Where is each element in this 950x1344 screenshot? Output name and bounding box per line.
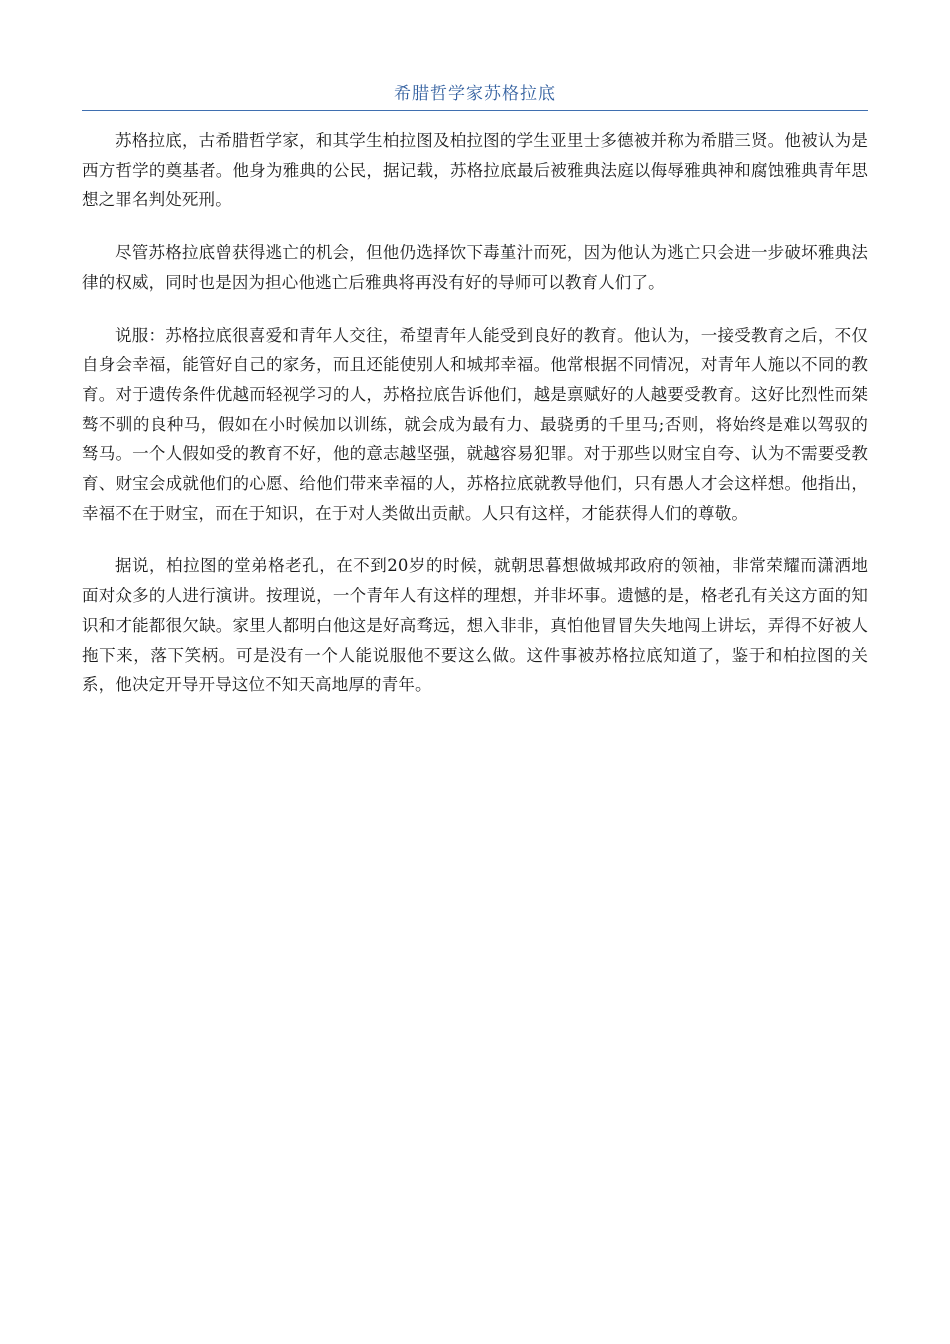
paragraph-3: 说服：苏格拉底很喜爱和青年人交往，希望青年人能受到良好的教育。他认为，一接受教育之后，不仅自身会幸福，能管好自己的家务，而且还能使别人和城邦幸福。他常根据不同情况，对青年人施以不同的教育。对于遗传条件优越而轻视学习的人，苏格拉底告诉他们，越是禀赋好的人越要受教育。这好比烈性而桀骜不驯的良种马，假如在小时候加以训练，就会成为最有力、最骁勇的千里马;否则，将始终是难以驾驭的驽马。一个人假如受的教育不好，他的意志越坚强，就越容易犯罪。对于那些以财宝自夸、认为不需要受教育、财宝会成就他们的心愿、给他们带来幸福的人，苏格拉底就教导他们，只有愚人才会这样想。他指出，幸福不在于财宝，而在于知识，在于对人类做出贡献。人只有这样，才能获得人们的尊敬。	[82, 325, 868, 523]
page-header	[82, 80, 868, 111]
paragraph-2: 尽管苏格拉底曾获得逃亡的机会，但他仍选择饮下毒堇汁而死，因为他认为逃亡只会进一步破坏雅典法律的权威，同时也是因为担心他逃亡后雅典将再没有好的导师可以教育人们了。	[82, 243, 868, 292]
paragraph-4: 据说，柏拉图的堂弟格老孔，在不到20岁的时候，就朝思暮想做城邦政府的领袖，非常荣耀而潇洒地面对众多的人进行演讲。按理说，一个青年人有这样的理想，并非坏事。遗憾的是，格老孔有关这方面的知识和才能都很欠缺。家里人都明白他这是好高骛远，想入非非，真怕他冒冒失失地闯上讲坛，弄得不好被人拖下来，落下笑柄。可是没有一个人能说服他不要这么做。这件事被苏格拉底知道了，鉴于和柏拉图的关系，他决定开导开导这位不知天高地厚的青年。	[82, 556, 868, 695]
paragraph-1: 苏格拉底，古希腊哲学家，和其学生柏拉图及柏拉图的学生亚里士多德被并称为希腊三贤。他被认为是西方哲学的奠基者。他身为雅典的公民，据记载，苏格拉底最后被雅典法庭以侮辱雅典神和腐蚀雅典青年思想之罪名判处死刑。	[82, 131, 868, 210]
document-body	[82, 126, 868, 723]
header-title: 希腊哲学家苏格拉底	[394, 84, 556, 104]
